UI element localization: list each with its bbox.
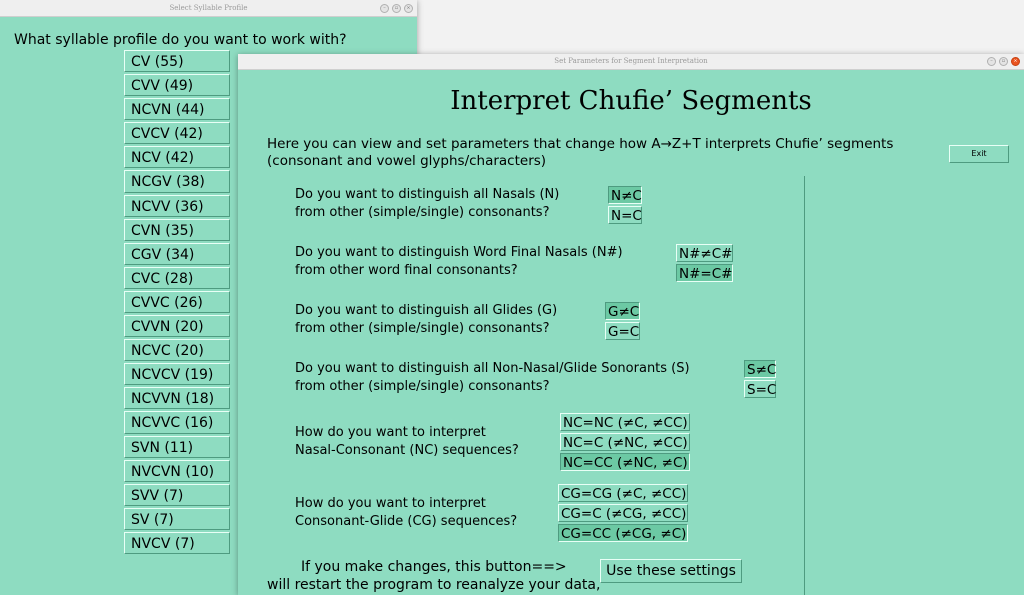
minimize-icon[interactable]: – bbox=[380, 4, 389, 13]
question-line-2: Nasal-Consonant (NC) sequences? bbox=[295, 443, 519, 458]
maximize-icon[interactable]: ▫ bbox=[392, 4, 401, 13]
restart-line-1: If you make changes, this button==> bbox=[301, 559, 567, 575]
question-line-1: Do you want to distinguish all Nasals (N) bbox=[295, 187, 560, 202]
page-title: Interpret Chufie’ Segments bbox=[450, 86, 812, 116]
exit-button[interactable]: Exit bbox=[949, 145, 1009, 163]
option-button[interactable]: CG=C (≠CG, ≠CC) bbox=[558, 504, 688, 522]
parameter-question bbox=[295, 495, 517, 531]
restart-line-2: will restart the program to reanalyze your data, bbox=[267, 577, 601, 593]
profile-button[interactable]: NCVVC (16) bbox=[124, 411, 230, 433]
profile-button[interactable]: NCVVN (18) bbox=[124, 387, 230, 409]
parameter-question bbox=[295, 424, 519, 460]
params-window-controls bbox=[987, 54, 1020, 69]
option-button[interactable]: N=C bbox=[608, 206, 642, 224]
profile-button[interactable]: SVV (7) bbox=[124, 484, 230, 506]
profile-window-titlebar bbox=[0, 0, 417, 17]
restart-note bbox=[267, 558, 600, 594]
maximize-icon[interactable]: ▫ bbox=[999, 57, 1008, 66]
parameter-question bbox=[295, 244, 623, 280]
option-button[interactable]: NC=C (≠NC, ≠CC) bbox=[560, 433, 690, 451]
question-line-2: from other (simple/single) consonants? bbox=[295, 321, 550, 336]
profile-button[interactable]: SVN (11) bbox=[124, 436, 230, 458]
profile-button[interactable]: SV (7) bbox=[124, 508, 230, 530]
question-line-2: from other (simple/single) consonants? bbox=[295, 379, 550, 394]
question-line-1: How do you want to interpret bbox=[295, 425, 486, 440]
description bbox=[267, 136, 927, 170]
profile-button[interactable]: CVC (28) bbox=[124, 267, 230, 289]
description-line-1: Here you can view and set parameters that change how A→Z+T interprets Chufie’ segments bbox=[267, 136, 894, 152]
option-button[interactable]: G≠C bbox=[605, 302, 640, 320]
option-button[interactable]: N#=C# bbox=[676, 264, 733, 282]
option-button[interactable]: NC=CC (≠NC, ≠C) bbox=[560, 453, 690, 471]
profile-button[interactable]: CV (55) bbox=[124, 50, 230, 72]
profile-button[interactable]: CVVC (26) bbox=[124, 291, 230, 313]
params-window-title: Set Parameters for Segment Interpretation bbox=[554, 57, 708, 65]
profile-window-controls bbox=[380, 0, 413, 16]
profile-button[interactable]: NCVCV (19) bbox=[124, 363, 230, 385]
profile-window-title: Select Syllable Profile bbox=[169, 4, 248, 12]
close-icon[interactable]: × bbox=[404, 4, 413, 13]
profile-question: What syllable profile do you want to work with? bbox=[14, 32, 347, 48]
option-button[interactable]: G=C bbox=[605, 322, 640, 340]
profile-button[interactable]: CGV (34) bbox=[124, 243, 230, 265]
option-button[interactable]: NC=NC (≠C, ≠CC) bbox=[560, 413, 690, 431]
divider bbox=[804, 176, 805, 595]
profile-button[interactable]: NCVN (44) bbox=[124, 98, 230, 120]
question-line-2: from other (simple/single) consonants? bbox=[295, 205, 550, 220]
question-line-1: Do you want to distinguish all Non-Nasal/Glide Sonorants (S) bbox=[295, 361, 690, 376]
profile-button[interactable]: CVN (35) bbox=[124, 219, 230, 241]
description-line-2: (consonant and vowel glyphs/characters) bbox=[267, 153, 547, 169]
minimize-icon[interactable]: – bbox=[987, 57, 996, 66]
close-icon[interactable]: × bbox=[1011, 57, 1020, 66]
profile-button[interactable]: CVVN (20) bbox=[124, 315, 230, 337]
profile-button[interactable]: NVCV (7) bbox=[124, 532, 230, 554]
profile-button[interactable]: NCVV (36) bbox=[124, 195, 230, 217]
question-line-2: Consonant-Glide (CG) sequences? bbox=[295, 514, 518, 529]
option-button[interactable]: CG=CG (≠C, ≠CC) bbox=[558, 484, 688, 502]
profile-button[interactable]: CVV (49) bbox=[124, 74, 230, 96]
profile-button[interactable]: NCGV (38) bbox=[124, 170, 230, 192]
profile-button[interactable]: NVCVN (10) bbox=[124, 460, 230, 482]
profile-button[interactable]: CVCV (42) bbox=[124, 122, 230, 144]
profile-button[interactable]: NCVC (20) bbox=[124, 339, 230, 361]
question-line-1: Do you want to distinguish all Glides (G) bbox=[295, 303, 558, 318]
params-window-titlebar bbox=[238, 54, 1024, 70]
parameter-question bbox=[295, 186, 559, 222]
question-line-1: Do you want to distinguish Word Final Nasals (N#) bbox=[295, 245, 623, 260]
use-settings-button[interactable]: Use these settings bbox=[600, 559, 742, 583]
option-button[interactable]: N#≠C# bbox=[676, 244, 733, 262]
profile-list bbox=[124, 50, 230, 556]
parameter-question bbox=[295, 302, 557, 338]
question-line-2: from other word final consonants? bbox=[295, 263, 518, 278]
option-button[interactable]: S≠C bbox=[744, 360, 776, 378]
parameter-question bbox=[295, 360, 690, 396]
option-button[interactable]: S=C bbox=[744, 380, 776, 398]
question-line-1: How do you want to interpret bbox=[295, 496, 486, 511]
option-button[interactable]: CG=CC (≠CG, ≠C) bbox=[558, 524, 688, 542]
option-button[interactable]: N≠C bbox=[608, 186, 642, 204]
profile-button[interactable]: NCV (42) bbox=[124, 146, 230, 168]
segment-parameters-window bbox=[238, 54, 1024, 595]
